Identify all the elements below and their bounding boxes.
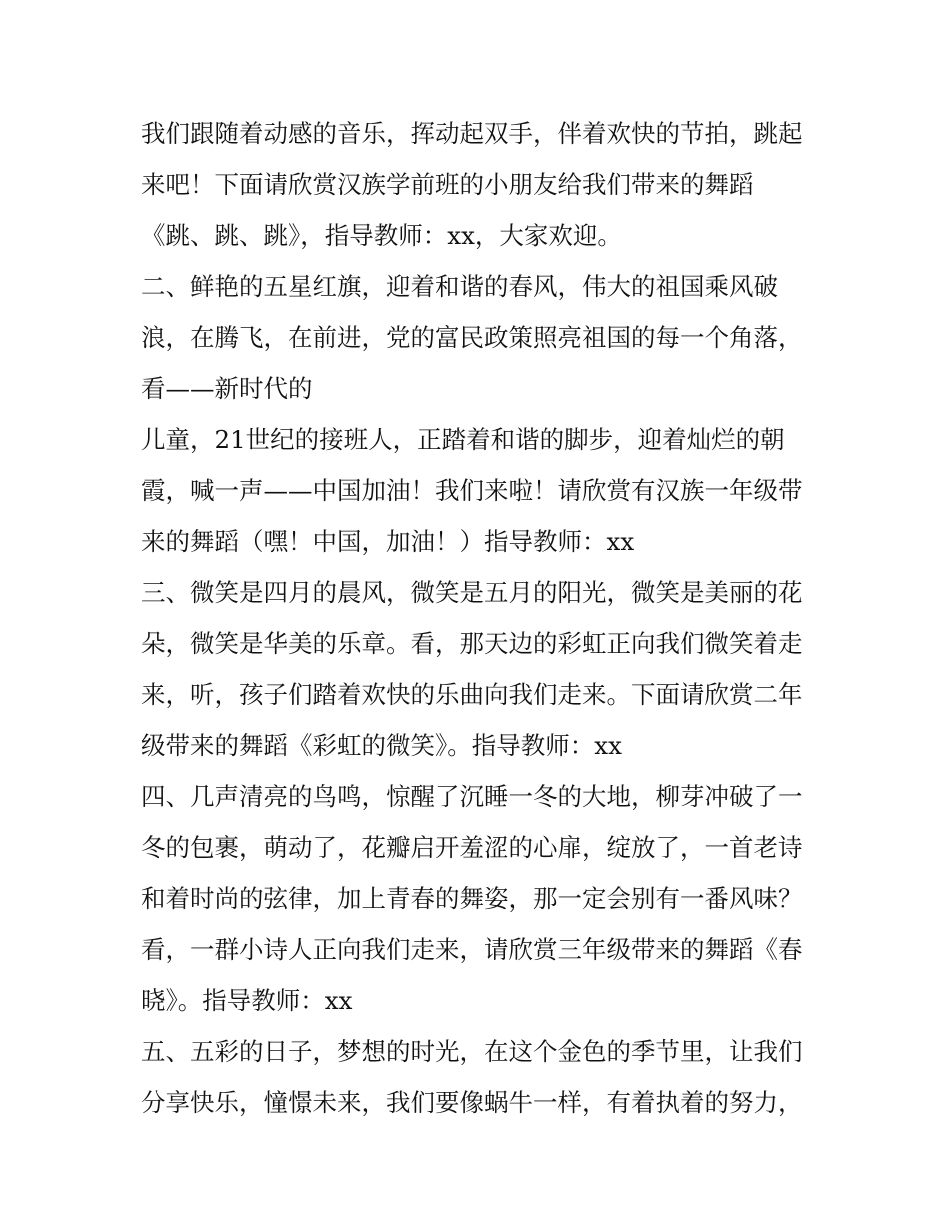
text-line: 《跳、跳、跳》，指导教师：xx，大家欢迎。	[141, 221, 622, 250]
text-line: 来的舞蹈（嘿！中国，加油！）指导教师：xx	[141, 527, 635, 556]
text-line: 和着时尚的弦律，加上青春的舞姿，那一定会别有一番风味？	[141, 884, 803, 913]
document-body	[141, 108, 821, 1128]
text-line: 五、五彩的日子，梦想的时光，在这个金色的季节里，让我们	[141, 1037, 803, 1066]
text-line: 儿童，21世纪的接班人，正踏着和谐的脚步，迎着灿烂的朝	[141, 425, 785, 454]
text-line: 看，一群小诗人正向我们走来，请欣赏三年级带来的舞蹈《春	[141, 935, 803, 964]
text-line: 二、鲜艳的五星红旗，迎着和谐的春风，伟大的祖国乘风破	[141, 272, 778, 301]
text-line: 浪，在腾飞，在前进，党的富民政策照亮祖国的每一个角落，	[141, 323, 803, 352]
text-line: 晓》。指导教师：xx	[141, 986, 353, 1015]
text-line: 冬的包裹，萌动了，花瓣启开羞涩的心扉，绽放了，一首老诗	[141, 833, 803, 862]
text-line: 朵，微笑是华美的乐章。看，那天边的彩虹正向我们微笑着走	[141, 629, 803, 658]
text-line: 来吧！下面请欣赏汉族学前班的小朋友给我们带来的舞蹈	[141, 170, 754, 199]
text-line: 四、几声清亮的鸟鸣，惊醒了沉睡一冬的大地，柳芽冲破了一	[141, 782, 803, 811]
text-line: 三、微笑是四月的晨风，微笑是五月的阳光，微笑是美丽的花	[141, 578, 803, 607]
text-line: 分享快乐，憧憬未来，我们要像蜗牛一样，有着执着的努力，	[141, 1088, 803, 1117]
text-line: 来，听，孩子们踏着欢快的乐曲向我们走来。下面请欣赏二年	[141, 680, 803, 709]
text-line: 我们跟随着动感的音乐，挥动起双手，伴着欢快的节拍，跳起	[141, 119, 803, 148]
text-line: 级带来的舞蹈《彩虹的微笑》。指导教师：xx	[141, 731, 622, 760]
text-line: 看——新时代的	[141, 374, 313, 403]
text-line: 霞，喊一声——中国加油！我们来啦！请欣赏有汉族一年级带	[141, 476, 803, 505]
